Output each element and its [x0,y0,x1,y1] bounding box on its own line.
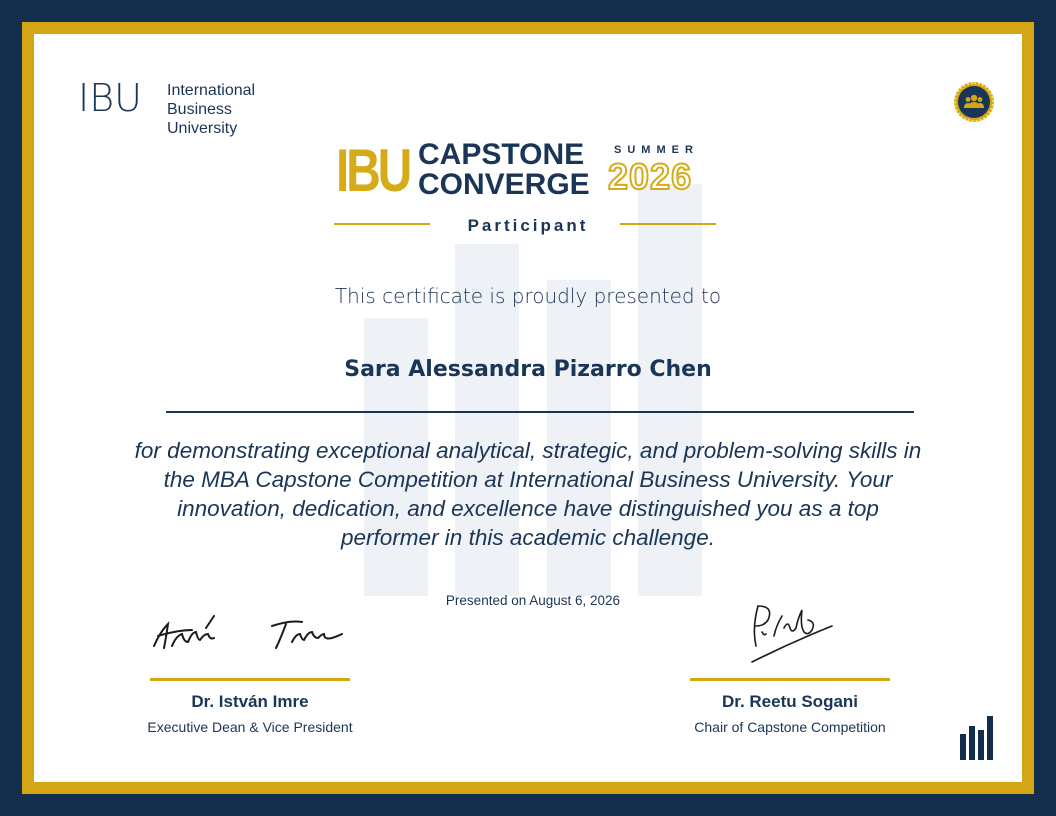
ibu-logo-mark: IBU [78,76,142,120]
institution-name [167,81,255,138]
presented-intro: This certificate is proudly presented to [334,284,722,308]
recipient-underline [166,411,914,413]
presented-date: Presented on August 6, 2026 [445,593,621,608]
event-season: SUMMER [614,144,699,156]
signatory-1-name: Dr. István Imre [191,692,309,711]
event-logo-title-line-1: CAPSTONE [418,138,585,171]
signature-line-left [150,678,350,681]
signature-left [146,606,356,666]
certificate-body: for demonstrating exceptional analytical, strategic, and problem-solving skills in the MBA Capstone Competition at International Business University. Your innovation, dedication, and excellence have distinguished you as a top performer in this academic challenge. [134,438,922,550]
institution-name-line-1: International [167,82,256,99]
signatory-1-title: Executive Dean & Vice President [147,719,353,735]
institution-name-line-2: Business [167,101,232,118]
participant-rule-left [334,223,430,225]
certificate-type: Participant [467,216,589,235]
event-logo-ibu: IBU [336,137,410,204]
recipient-name: Sara Alessandra Pizarro Chen [344,357,712,382]
certificate-paper [34,34,1022,782]
signature-line-right [690,678,890,681]
institution-name-line-3: University [167,120,238,137]
participant-rule-right [620,223,716,225]
people-icon-glyph [958,86,990,118]
signatory-2-title: Chair of Capstone Competition [694,719,886,735]
event-logo-title-line-2: CONVERGE [418,168,590,201]
event-year: 2026 [608,156,693,197]
bar-chart-icon [958,712,998,762]
badge-core [958,86,990,118]
event-logo-title [418,140,590,200]
signatory-2-name: Dr. Reetu Sogani [721,692,859,711]
people-group-icon [954,82,994,122]
signature-right [740,596,860,668]
